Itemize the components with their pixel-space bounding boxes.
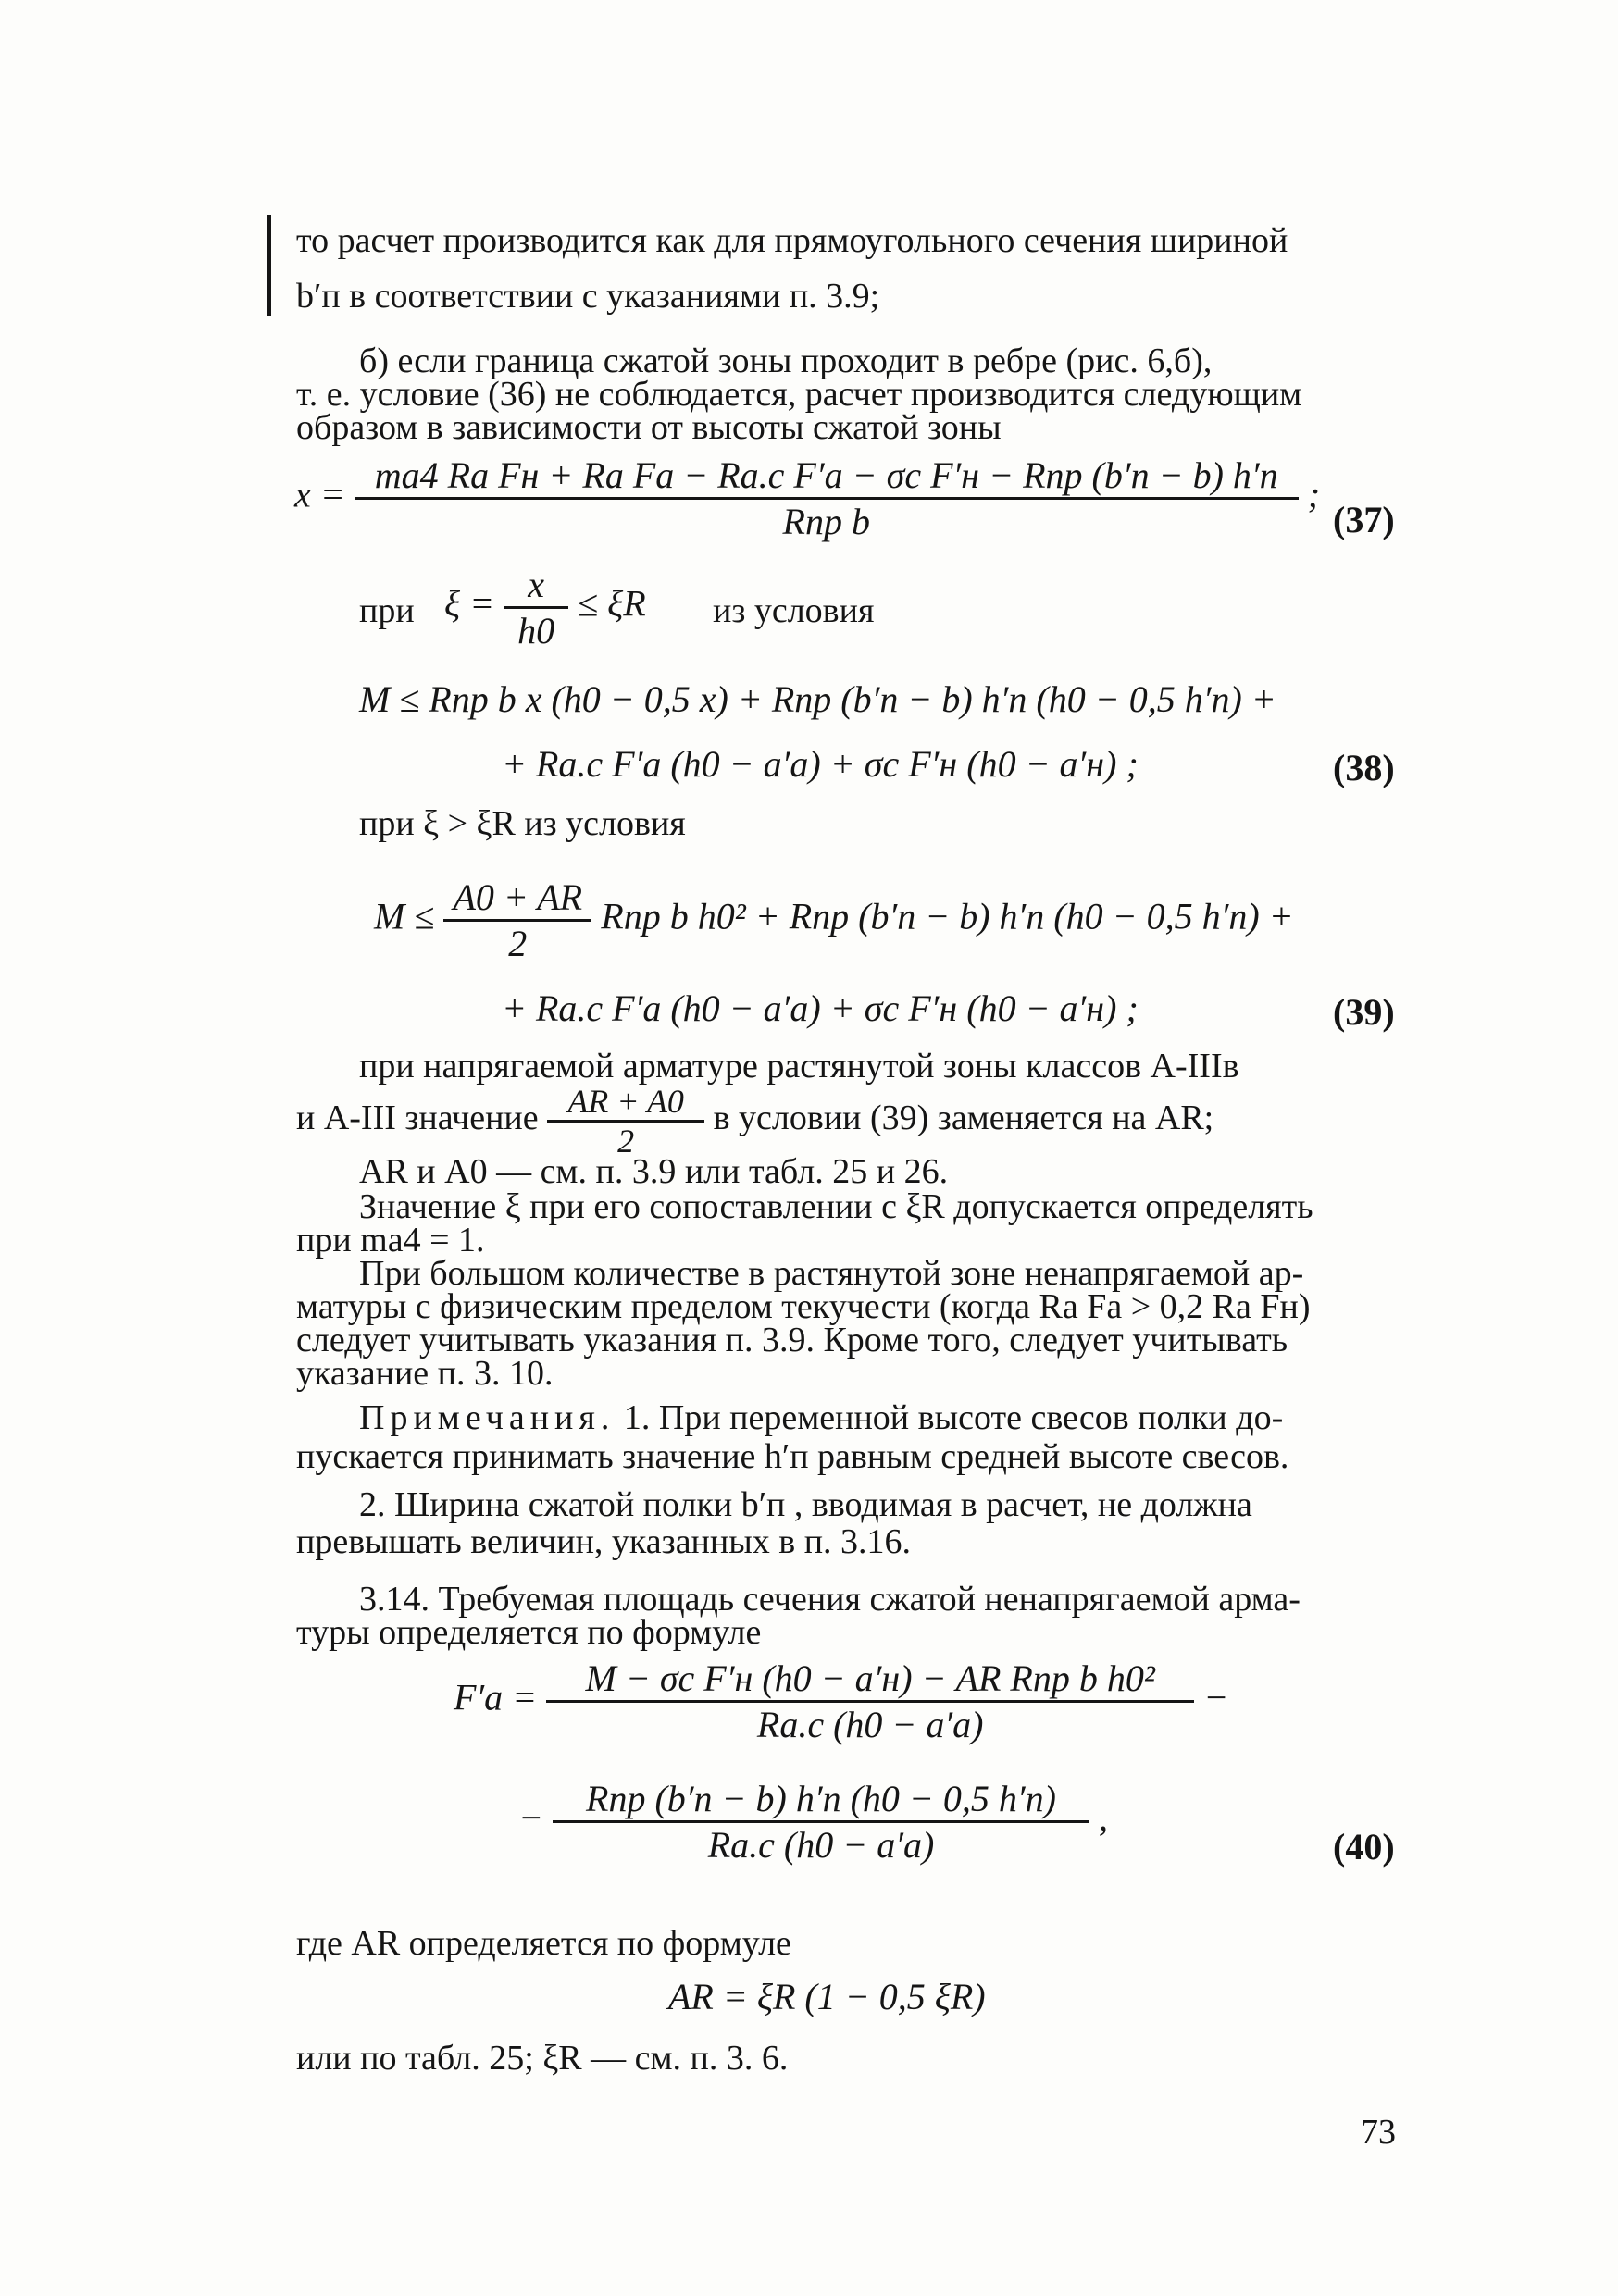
text-span: 1. При переменной высоте свесов полки до- [623,1398,1284,1437]
text-line: или по табл. 25; ξR — см. п. 3. 6. [296,2039,789,2078]
text-line: б) если граница сжатой зоны проходит в ребре (рис. 6,б), [359,341,1213,380]
eq-rhs: ≤ ξR [578,582,646,625]
eq-fraction [553,1777,1089,1867]
equation-37 [294,453,1320,543]
text-line: туры определяется по формуле [296,1613,762,1652]
eq-numerator: AR + A0 [547,1083,704,1123]
eq-minus: − [1203,1676,1229,1719]
eq-rest: Rпр b h0² + Rпр (b′п − b) h′п (h0 − 0,5 h′п) + [601,895,1294,937]
page-number: 73 [1361,2113,1396,2152]
text-line: AR и A0 — см. п. 3.9 или табл. 25 и 26. [359,1152,949,1191]
text-span: и А-III значение [296,1098,539,1138]
text-line: матуры с физическим пределом текучести (когда Ra Fa > 0,2 Ra Fн) [296,1287,1311,1326]
text-line: при напрягаемой арматуре растянутой зоны классов А-IIIв [359,1047,1239,1086]
text-line: Значение ξ при его сопоставлении с ξR допускается определять [359,1187,1313,1226]
text-line: При большом количестве в растянутой зоне ненапрягаемой ар- [359,1254,1304,1293]
eq-numerator: A0 + AR [443,875,591,922]
text-line: образом в зависимости от высоты сжатой зоны [296,408,1002,447]
eq-numerator: Rпр (b′п − b) h′п (h0 − 0,5 h′п) [553,1777,1089,1823]
section-heading: 3.14. Требуемая площадь сечения сжатой ненапрягаемой арма- [359,1580,1301,1619]
equation-number: (37) [1333,499,1395,540]
equation-ar: AR = ξR (1 − 0,5 ξR) [668,1976,986,2017]
eq-denominator: 2 [508,923,528,964]
text-line: при [359,591,415,630]
eq-numerator: ma4 Ra Fн + Ra Fa − Ra.c F′a − σc F′н − Rпр (b′п − b) h′п [355,453,1299,500]
text-line: указание п. 3. 10. [296,1354,554,1393]
text-line: 2. Ширина сжатой полки b′п , вводимая в расчет, не должна [359,1485,1252,1524]
eq-fraction [546,1657,1194,1746]
equation-number: (40) [1333,1826,1395,1868]
eq-lhs: ξ = [444,582,495,625]
eq-denominator: h0 [517,610,555,652]
text-line: следует учитывать указания п. 3.9. Кроме того, следует учитывать [296,1321,1288,1359]
eq-fraction [355,453,1299,543]
equation-38-line2: + Ra.c F′a (h0 − a′a) + σc F′н (h0 − a′н) ; [502,743,1139,785]
equation-40-line2 [518,1777,1108,1867]
eq-lhs: M ≤ [374,895,435,937]
eq-comma: , [1099,1796,1108,1839]
inline-fraction [547,1083,704,1160]
text-line: при ma4 = 1. [296,1221,485,1260]
text-line [296,1083,1214,1160]
text-line: где AR определяется по формуле [296,1924,791,1963]
eq-lhs: x = [294,473,345,515]
eq-numerator: M − σc F′н (h0 − a′н) − AR Rпр b h0² [546,1657,1194,1703]
equation-39-line2: + Ra.c F′a (h0 − a′a) + σc F′н (h0 − a′н) ; [502,987,1139,1029]
text-span: в условии (39) заменяется на AR; [713,1098,1214,1138]
equation-38-line1: M ≤ Rпр b x (h0 − 0,5 x) + Rпр (b′п − b) h′п (h0 − 0,5 h′п) + [359,678,1276,720]
text-line: пускается принимать значение h′п равным средней высоте свесов. [296,1437,1289,1476]
eq-fraction [443,875,591,965]
text-line: т. е. условие (36) не соблюдается, расчет производится следующим [296,375,1302,414]
equation-40-line1 [454,1657,1228,1746]
notes-heading: Примечания. [359,1398,616,1437]
eq-denominator: Rпр b [782,501,870,542]
equation-number: (38) [1333,747,1395,788]
text-line: из условия [713,591,875,630]
margin-bar [267,215,271,316]
eq-lhs: F′a = [454,1676,538,1719]
eq-denominator: 2 [617,1123,635,1160]
text-line: превышать величин, указанных в п. 3.16. [296,1522,912,1561]
equation-number: (39) [1333,991,1395,1033]
xi-condition [444,563,646,652]
text-line: при ξ > ξR из условия [359,804,686,843]
text-line: b′п в соответствии с указаниями п. 3.9; [296,277,880,316]
eq-minus: − [518,1796,543,1839]
eq-denominator: Ra.c (h0 − a′a) [707,1824,935,1866]
eq-fraction [504,563,568,652]
text-line: то расчет производится как для прямоугольного сечения шириной [296,221,1288,260]
eq-denominator: Ra.c (h0 − a′a) [756,1704,984,1745]
notes-line [359,1396,1283,1440]
eq-semicolon: ; [1307,473,1321,515]
eq-numerator: x [504,563,568,609]
equation-39-line1 [374,875,1294,965]
